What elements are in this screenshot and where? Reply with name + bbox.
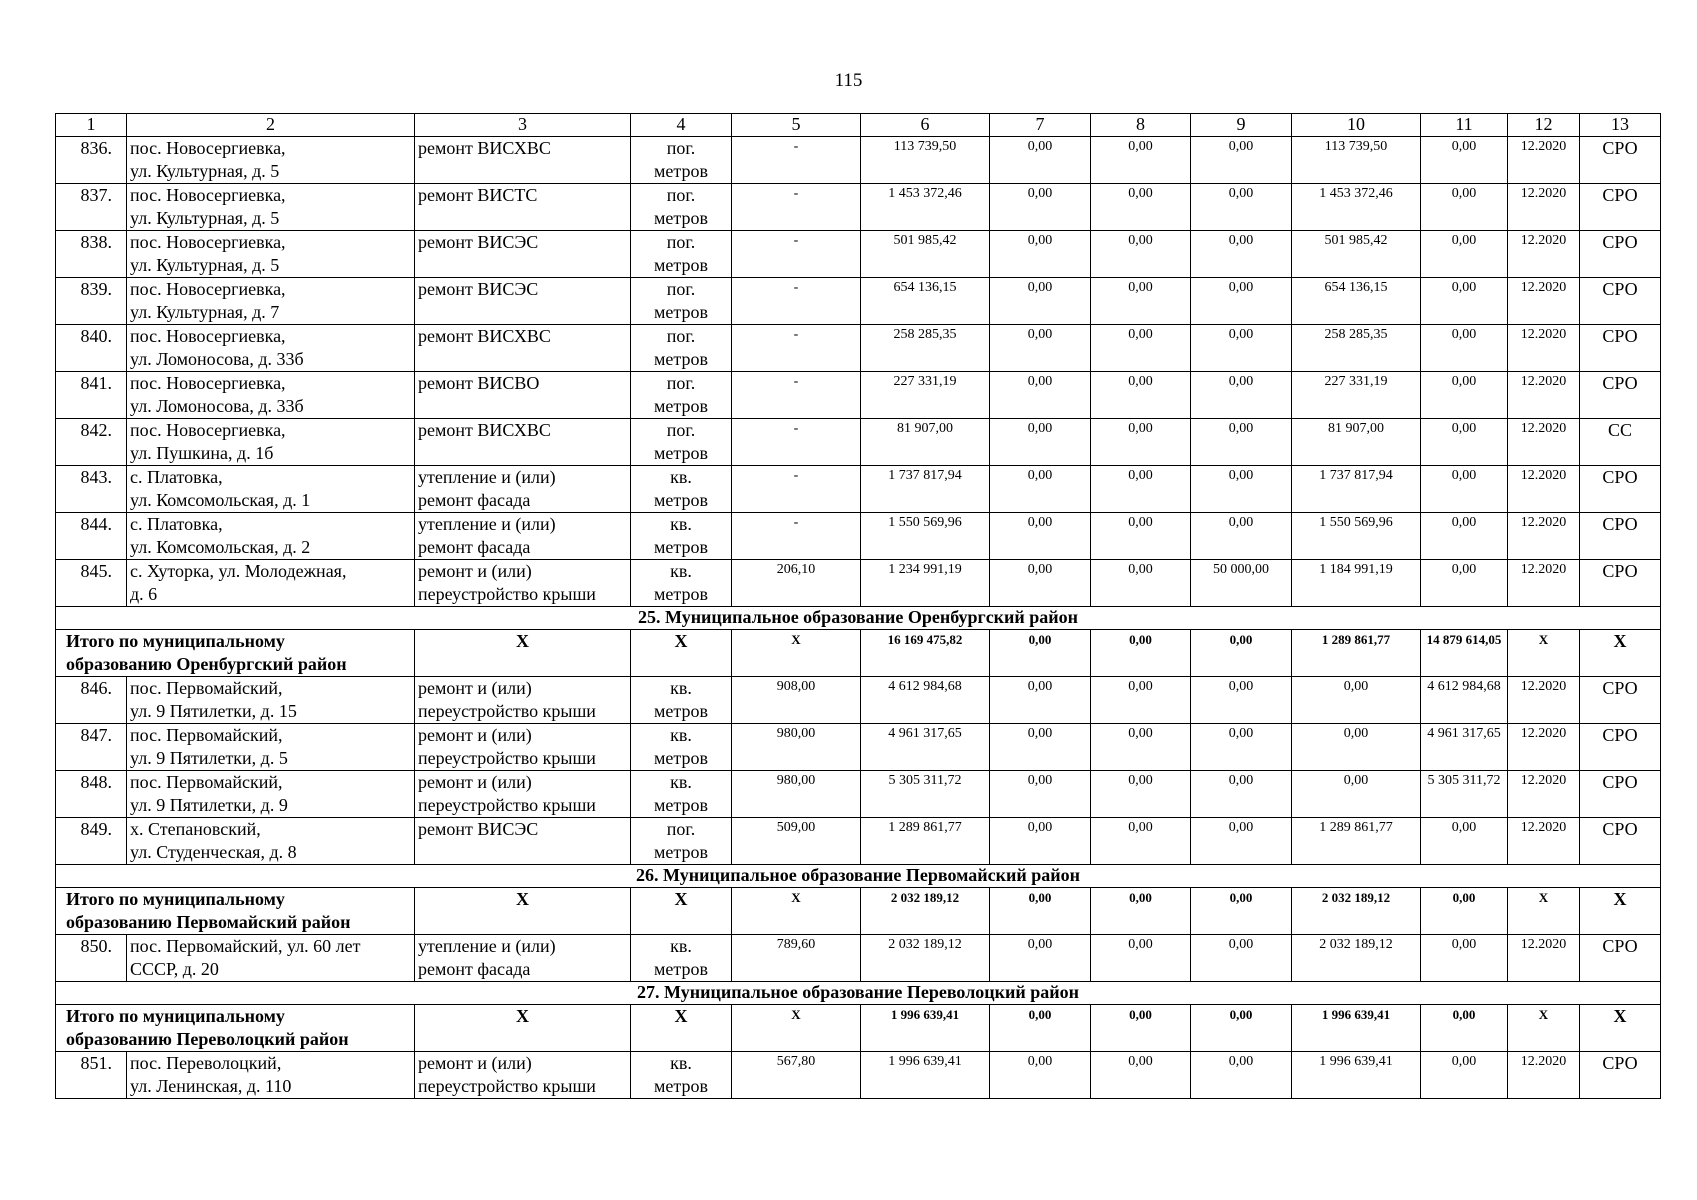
budget-cost-total-cell: 0,00 xyxy=(1091,630,1191,677)
address-cell: пос. Первомайский, ул. 9 Пятилетки, д. 5 xyxy=(127,724,415,771)
work-type-cell: ремонт ВИСХВС xyxy=(415,419,631,466)
method-cell: СРО xyxy=(1580,372,1661,419)
unit-cell: пог. метров xyxy=(631,184,732,231)
total-cost-cell: 5 305 311,72 xyxy=(861,771,990,818)
deadline-cell: 12.2020 xyxy=(1508,935,1580,982)
column-number-5: 5 xyxy=(732,114,861,137)
method-cell: СРО xyxy=(1580,466,1661,513)
table-row xyxy=(56,325,1661,372)
area-cell: - xyxy=(732,184,861,231)
work-type-total-cell: X xyxy=(415,630,631,677)
unit-cell: кв. метров xyxy=(631,466,732,513)
total-row xyxy=(56,1005,1661,1052)
address-cell: с. Платовка, ул. Комсомольская, д. 2 xyxy=(127,513,415,560)
row-number-cell: 845. xyxy=(56,560,127,607)
method-cell: СРО xyxy=(1580,278,1661,325)
column-number-7: 7 xyxy=(990,114,1091,137)
fund-cost-cell: 0,00 xyxy=(990,466,1091,513)
other-cost-cell: 0,00 xyxy=(1421,513,1508,560)
table-row xyxy=(56,560,1661,607)
other-cost-cell: 0,00 xyxy=(1421,818,1508,865)
budget-cost-total-cell: 0,00 xyxy=(1091,1005,1191,1052)
unit-cell: пог. метров xyxy=(631,372,732,419)
local-cost-cell: 0,00 xyxy=(1191,372,1292,419)
other-cost-cell: 0,00 xyxy=(1421,419,1508,466)
fund-cost-cell: 0,00 xyxy=(990,935,1091,982)
work-type-cell: ремонт ВИСХВС xyxy=(415,137,631,184)
owner-cost-cell: 654 136,15 xyxy=(1292,278,1421,325)
total-cost-cell: 227 331,19 xyxy=(861,372,990,419)
unit-total-cell: X xyxy=(631,630,732,677)
area-total-cell: X xyxy=(732,888,861,935)
area-cell: - xyxy=(732,325,861,372)
local-cost-cell: 0,00 xyxy=(1191,513,1292,560)
deadline-cell: 12.2020 xyxy=(1508,560,1580,607)
work-type-cell: утепление и (или) ремонт фасада xyxy=(415,466,631,513)
fund-cost-cell: 0,00 xyxy=(990,560,1091,607)
budget-cost-cell: 0,00 xyxy=(1091,724,1191,771)
local-cost-cell: 0,00 xyxy=(1191,677,1292,724)
method-total-cell: X xyxy=(1580,888,1661,935)
area-cell: 980,00 xyxy=(732,724,861,771)
row-number-cell: 850. xyxy=(56,935,127,982)
budget-cost-cell: 0,00 xyxy=(1091,184,1191,231)
row-number-cell: 837. xyxy=(56,184,127,231)
work-type-cell: ремонт и (или) переустройство крыши xyxy=(415,724,631,771)
table-row xyxy=(56,278,1661,325)
fund-cost-cell: 0,00 xyxy=(990,137,1091,184)
method-cell: СРО xyxy=(1580,935,1661,982)
address-cell: пос. Переволоцкий, ул. Ленинская, д. 110 xyxy=(127,1052,415,1099)
method-total-cell: X xyxy=(1580,630,1661,677)
deadline-total-cell: X xyxy=(1508,888,1580,935)
budget-cost-cell: 0,00 xyxy=(1091,278,1191,325)
local-cost-cell: 0,00 xyxy=(1191,935,1292,982)
total-cost-cell: 2 032 189,12 xyxy=(861,935,990,982)
total-cost-cell: 4 961 317,65 xyxy=(861,724,990,771)
table-row xyxy=(56,677,1661,724)
owner-cost-cell: 1 184 991,19 xyxy=(1292,560,1421,607)
table-row xyxy=(56,1052,1661,1099)
work-type-cell: утепление и (или) ремонт фасада xyxy=(415,513,631,560)
address-cell: пос. Новосергиевка, ул. Культурная, д. 7 xyxy=(127,278,415,325)
work-type-cell: ремонт ВИСЭС xyxy=(415,231,631,278)
column-number-13: 13 xyxy=(1580,114,1661,137)
column-number-3: 3 xyxy=(415,114,631,137)
address-cell: пос. Новосергиевка, ул. Культурная, д. 5 xyxy=(127,184,415,231)
work-type-total-cell: X xyxy=(415,888,631,935)
address-cell: пос. Новосергиевка, ул. Ломоносова, д. 33б xyxy=(127,372,415,419)
column-number-6: 6 xyxy=(861,114,990,137)
other-cost-cell: 0,00 xyxy=(1421,372,1508,419)
other-cost-total-cell: 14 879 614,05 xyxy=(1421,630,1508,677)
local-cost-cell: 0,00 xyxy=(1191,1052,1292,1099)
row-number-cell: 840. xyxy=(56,325,127,372)
deadline-cell: 12.2020 xyxy=(1508,677,1580,724)
page-number: 115 xyxy=(834,70,863,91)
other-cost-cell: 4 961 317,65 xyxy=(1421,724,1508,771)
owner-cost-cell: 113 739,50 xyxy=(1292,137,1421,184)
total-label: Итого по муниципальному образованию Оренбургский район xyxy=(56,630,415,677)
address-cell: х. Степановский, ул. Студенческая, д. 8 xyxy=(127,818,415,865)
deadline-cell: 12.2020 xyxy=(1508,1052,1580,1099)
row-number-cell: 838. xyxy=(56,231,127,278)
total-cost-cell: 1 453 372,46 xyxy=(861,184,990,231)
local-cost-cell: 0,00 xyxy=(1191,818,1292,865)
unit-cell: кв. метров xyxy=(631,935,732,982)
unit-cell: пог. метров xyxy=(631,818,732,865)
area-cell: 206,10 xyxy=(732,560,861,607)
other-cost-cell: 0,00 xyxy=(1421,466,1508,513)
column-number-10: 10 xyxy=(1292,114,1421,137)
row-number-cell: 849. xyxy=(56,818,127,865)
work-type-cell: утепление и (или) ремонт фасада xyxy=(415,935,631,982)
section-title: 25. Муниципальное образование Оренбургский район xyxy=(56,607,1661,630)
total-cost-cell: 1 737 817,94 xyxy=(861,466,990,513)
owner-cost-cell: 258 285,35 xyxy=(1292,325,1421,372)
budget-cost-cell: 0,00 xyxy=(1091,1052,1191,1099)
budget-cost-cell: 0,00 xyxy=(1091,818,1191,865)
deadline-cell: 12.2020 xyxy=(1508,466,1580,513)
area-total-cell: X xyxy=(732,1005,861,1052)
total-row xyxy=(56,888,1661,935)
fund-cost-cell: 0,00 xyxy=(990,231,1091,278)
other-cost-cell: 0,00 xyxy=(1421,1052,1508,1099)
budget-cost-cell: 0,00 xyxy=(1091,372,1191,419)
area-cell: - xyxy=(732,278,861,325)
deadline-cell: 12.2020 xyxy=(1508,513,1580,560)
total-cost-cell: 113 739,50 xyxy=(861,137,990,184)
unit-total-cell: X xyxy=(631,1005,732,1052)
section-title: 27. Муниципальное образование Переволоцкий район xyxy=(56,982,1661,1005)
total-cost-cell: 1 996 639,41 xyxy=(861,1052,990,1099)
owner-cost-cell: 227 331,19 xyxy=(1292,372,1421,419)
other-cost-total-cell: 0,00 xyxy=(1421,888,1508,935)
total-cost-total-cell: 2 032 189,12 xyxy=(861,888,990,935)
address-cell: пос. Первомайский, ул. 9 Пятилетки, д. 15 xyxy=(127,677,415,724)
row-number-cell: 848. xyxy=(56,771,127,818)
unit-cell: кв. метров xyxy=(631,513,732,560)
deadline-cell: 12.2020 xyxy=(1508,419,1580,466)
deadline-cell: 12.2020 xyxy=(1508,771,1580,818)
other-cost-cell: 0,00 xyxy=(1421,137,1508,184)
owner-cost-cell: 1 996 639,41 xyxy=(1292,1052,1421,1099)
unit-cell: пог. метров xyxy=(631,137,732,184)
work-type-cell: ремонт ВИСТС xyxy=(415,184,631,231)
deadline-cell: 12.2020 xyxy=(1508,278,1580,325)
owner-cost-cell: 81 907,00 xyxy=(1292,419,1421,466)
total-cost-cell: 501 985,42 xyxy=(861,231,990,278)
column-number-8: 8 xyxy=(1091,114,1191,137)
total-label: Итого по муниципальному образованию Первомайский район xyxy=(56,888,415,935)
owner-cost-cell: 1 453 372,46 xyxy=(1292,184,1421,231)
area-cell: 509,00 xyxy=(732,818,861,865)
owner-cost-cell: 1 289 861,77 xyxy=(1292,818,1421,865)
fund-cost-cell: 0,00 xyxy=(990,771,1091,818)
fund-cost-cell: 0,00 xyxy=(990,372,1091,419)
other-cost-cell: 0,00 xyxy=(1421,560,1508,607)
section-header-row xyxy=(56,865,1661,888)
owner-cost-cell: 0,00 xyxy=(1292,771,1421,818)
method-cell: СРО xyxy=(1580,1052,1661,1099)
row-number-cell: 843. xyxy=(56,466,127,513)
unit-cell: кв. метров xyxy=(631,677,732,724)
table-row xyxy=(56,184,1661,231)
owner-cost-total-cell: 1 996 639,41 xyxy=(1292,1005,1421,1052)
budget-cost-cell: 0,00 xyxy=(1091,137,1191,184)
owner-cost-total-cell: 2 032 189,12 xyxy=(1292,888,1421,935)
total-cost-cell: 258 285,35 xyxy=(861,325,990,372)
deadline-cell: 12.2020 xyxy=(1508,325,1580,372)
other-cost-total-cell: 0,00 xyxy=(1421,1005,1508,1052)
fund-cost-cell: 0,00 xyxy=(990,1052,1091,1099)
area-cell: - xyxy=(732,137,861,184)
column-number-4: 4 xyxy=(631,114,732,137)
other-cost-cell: 0,00 xyxy=(1421,325,1508,372)
budget-cost-cell: 0,00 xyxy=(1091,325,1191,372)
deadline-cell: 12.2020 xyxy=(1508,372,1580,419)
method-cell: СРО xyxy=(1580,325,1661,372)
method-total-cell: X xyxy=(1580,1005,1661,1052)
deadline-cell: 12.2020 xyxy=(1508,818,1580,865)
method-cell: СРО xyxy=(1580,724,1661,771)
fund-cost-cell: 0,00 xyxy=(990,818,1091,865)
total-cost-cell: 1 289 861,77 xyxy=(861,818,990,865)
area-cell: 908,00 xyxy=(732,677,861,724)
budget-cost-cell: 0,00 xyxy=(1091,231,1191,278)
local-cost-cell: 0,00 xyxy=(1191,278,1292,325)
address-cell: пос. Новосергиевка, ул. Культурная, д. 5 xyxy=(127,231,415,278)
other-cost-cell: 0,00 xyxy=(1421,278,1508,325)
table-row xyxy=(56,724,1661,771)
unit-cell: кв. метров xyxy=(631,1052,732,1099)
budget-cost-cell: 0,00 xyxy=(1091,677,1191,724)
other-cost-cell: 0,00 xyxy=(1421,231,1508,278)
total-cost-cell: 81 907,00 xyxy=(861,419,990,466)
address-cell: пос. Новосергиевка, ул. Пушкина, д. 1б xyxy=(127,419,415,466)
column-number-1: 1 xyxy=(56,114,127,137)
section-header-row xyxy=(56,982,1661,1005)
method-cell: СРО xyxy=(1580,818,1661,865)
method-cell: СРО xyxy=(1580,137,1661,184)
fund-cost-cell: 0,00 xyxy=(990,184,1091,231)
section-header-row xyxy=(56,607,1661,630)
total-row xyxy=(56,630,1661,677)
owner-cost-cell: 0,00 xyxy=(1292,724,1421,771)
other-cost-cell: 4 612 984,68 xyxy=(1421,677,1508,724)
area-cell: - xyxy=(732,466,861,513)
local-cost-cell: 0,00 xyxy=(1191,466,1292,513)
area-cell: 567,80 xyxy=(732,1052,861,1099)
owner-cost-cell: 1 737 817,94 xyxy=(1292,466,1421,513)
work-type-cell: ремонт и (или) переустройство крыши xyxy=(415,771,631,818)
row-number-cell: 842. xyxy=(56,419,127,466)
table-row xyxy=(56,137,1661,184)
table-row xyxy=(56,466,1661,513)
row-number-cell: 844. xyxy=(56,513,127,560)
work-type-cell: ремонт и (или) переустройство крыши xyxy=(415,1052,631,1099)
method-cell: СРО xyxy=(1580,513,1661,560)
unit-cell: пог. метров xyxy=(631,278,732,325)
work-type-cell: ремонт ВИСВО xyxy=(415,372,631,419)
fund-cost-cell: 0,00 xyxy=(990,278,1091,325)
unit-cell: кв. метров xyxy=(631,771,732,818)
budget-cost-cell: 0,00 xyxy=(1091,513,1191,560)
work-type-cell: ремонт и (или) переустройство крыши xyxy=(415,560,631,607)
row-number-cell: 841. xyxy=(56,372,127,419)
area-total-cell: X xyxy=(732,630,861,677)
method-cell: СРО xyxy=(1580,771,1661,818)
unit-cell: пог. метров xyxy=(631,325,732,372)
column-number-12: 12 xyxy=(1508,114,1580,137)
work-type-total-cell: X xyxy=(415,1005,631,1052)
budget-cost-cell: 0,00 xyxy=(1091,935,1191,982)
table-body xyxy=(56,114,1661,1099)
row-number-cell: 847. xyxy=(56,724,127,771)
deadline-cell: 12.2020 xyxy=(1508,724,1580,771)
area-cell: - xyxy=(732,513,861,560)
local-cost-cell: 0,00 xyxy=(1191,771,1292,818)
budget-cost-cell: 0,00 xyxy=(1091,560,1191,607)
budget-cost-cell: 0,00 xyxy=(1091,419,1191,466)
budget-cost-cell: 0,00 xyxy=(1091,771,1191,818)
budget-cost-total-cell: 0,00 xyxy=(1091,888,1191,935)
table-row xyxy=(56,231,1661,278)
deadline-cell: 12.2020 xyxy=(1508,184,1580,231)
total-label: Итого по муниципальному образованию Переволоцкий район xyxy=(56,1005,415,1052)
other-cost-cell: 0,00 xyxy=(1421,935,1508,982)
total-cost-cell: 1 550 569,96 xyxy=(861,513,990,560)
row-number-cell: 851. xyxy=(56,1052,127,1099)
total-cost-cell: 4 612 984,68 xyxy=(861,677,990,724)
column-number-2: 2 xyxy=(127,114,415,137)
local-cost-cell: 50 000,00 xyxy=(1191,560,1292,607)
local-cost-total-cell: 0,00 xyxy=(1191,1005,1292,1052)
work-type-cell: ремонт и (или) переустройство крыши xyxy=(415,677,631,724)
local-cost-cell: 0,00 xyxy=(1191,231,1292,278)
table-row xyxy=(56,419,1661,466)
local-cost-cell: 0,00 xyxy=(1191,724,1292,771)
address-cell: пос. Новосергиевка, ул. Культурная, д. 5 xyxy=(127,137,415,184)
table-row xyxy=(56,818,1661,865)
owner-cost-total-cell: 1 289 861,77 xyxy=(1292,630,1421,677)
owner-cost-cell: 501 985,42 xyxy=(1292,231,1421,278)
owner-cost-cell: 1 550 569,96 xyxy=(1292,513,1421,560)
local-cost-total-cell: 0,00 xyxy=(1191,630,1292,677)
fund-cost-cell: 0,00 xyxy=(990,419,1091,466)
address-cell: с. Платовка, ул. Комсомольская, д. 1 xyxy=(127,466,415,513)
column-number-9: 9 xyxy=(1191,114,1292,137)
area-cell: - xyxy=(732,372,861,419)
deadline-cell: 12.2020 xyxy=(1508,137,1580,184)
address-cell: пос. Первомайский, ул. 9 Пятилетки, д. 9 xyxy=(127,771,415,818)
fund-cost-total-cell: 0,00 xyxy=(990,888,1091,935)
area-cell: 980,00 xyxy=(732,771,861,818)
total-cost-cell: 654 136,15 xyxy=(861,278,990,325)
fund-cost-cell: 0,00 xyxy=(990,513,1091,560)
other-cost-cell: 5 305 311,72 xyxy=(1421,771,1508,818)
fund-cost-total-cell: 0,00 xyxy=(990,1005,1091,1052)
local-cost-cell: 0,00 xyxy=(1191,137,1292,184)
section-title: 26. Муниципальное образование Первомайский район xyxy=(56,865,1661,888)
unit-cell: пог. метров xyxy=(631,419,732,466)
local-cost-cell: 0,00 xyxy=(1191,419,1292,466)
method-cell: СРО xyxy=(1580,231,1661,278)
local-cost-total-cell: 0,00 xyxy=(1191,888,1292,935)
deadline-total-cell: X xyxy=(1508,630,1580,677)
row-number-cell: 839. xyxy=(56,278,127,325)
owner-cost-cell: 0,00 xyxy=(1292,677,1421,724)
work-type-cell: ремонт ВИСХВС xyxy=(415,325,631,372)
area-cell: 789,60 xyxy=(732,935,861,982)
table-row xyxy=(56,513,1661,560)
local-cost-cell: 0,00 xyxy=(1191,184,1292,231)
other-cost-cell: 0,00 xyxy=(1421,184,1508,231)
repair-program-table xyxy=(55,113,1661,1099)
area-cell: - xyxy=(732,231,861,278)
column-number-row xyxy=(56,114,1661,137)
work-type-cell: ремонт ВИСЭС xyxy=(415,278,631,325)
total-cost-cell: 1 234 991,19 xyxy=(861,560,990,607)
column-number-11: 11 xyxy=(1421,114,1508,137)
total-cost-total-cell: 16 169 475,82 xyxy=(861,630,990,677)
owner-cost-cell: 2 032 189,12 xyxy=(1292,935,1421,982)
total-cost-total-cell: 1 996 639,41 xyxy=(861,1005,990,1052)
work-type-cell: ремонт ВИСЭС xyxy=(415,818,631,865)
local-cost-cell: 0,00 xyxy=(1191,325,1292,372)
method-cell: СРО xyxy=(1580,184,1661,231)
fund-cost-cell: 0,00 xyxy=(990,724,1091,771)
method-cell: СРО xyxy=(1580,677,1661,724)
table-row xyxy=(56,771,1661,818)
unit-cell: пог. метров xyxy=(631,231,732,278)
deadline-cell: 12.2020 xyxy=(1508,231,1580,278)
fund-cost-cell: 0,00 xyxy=(990,325,1091,372)
address-cell: пос. Первомайский, ул. 60 лет СССР, д. 20 xyxy=(127,935,415,982)
table-row xyxy=(56,372,1661,419)
unit-total-cell: X xyxy=(631,888,732,935)
method-cell: СРО xyxy=(1580,560,1661,607)
budget-cost-cell: 0,00 xyxy=(1091,466,1191,513)
table-row xyxy=(56,935,1661,982)
address-cell: с. Хуторка, ул. Молодежная, д. 6 xyxy=(127,560,415,607)
fund-cost-total-cell: 0,00 xyxy=(990,630,1091,677)
fund-cost-cell: 0,00 xyxy=(990,677,1091,724)
deadline-total-cell: X xyxy=(1508,1005,1580,1052)
unit-cell: кв. метров xyxy=(631,560,732,607)
unit-cell: кв. метров xyxy=(631,724,732,771)
method-cell: СС xyxy=(1580,419,1661,466)
row-number-cell: 836. xyxy=(56,137,127,184)
area-cell: - xyxy=(732,419,861,466)
row-number-cell: 846. xyxy=(56,677,127,724)
address-cell: пос. Новосергиевка, ул. Ломоносова, д. 33б xyxy=(127,325,415,372)
